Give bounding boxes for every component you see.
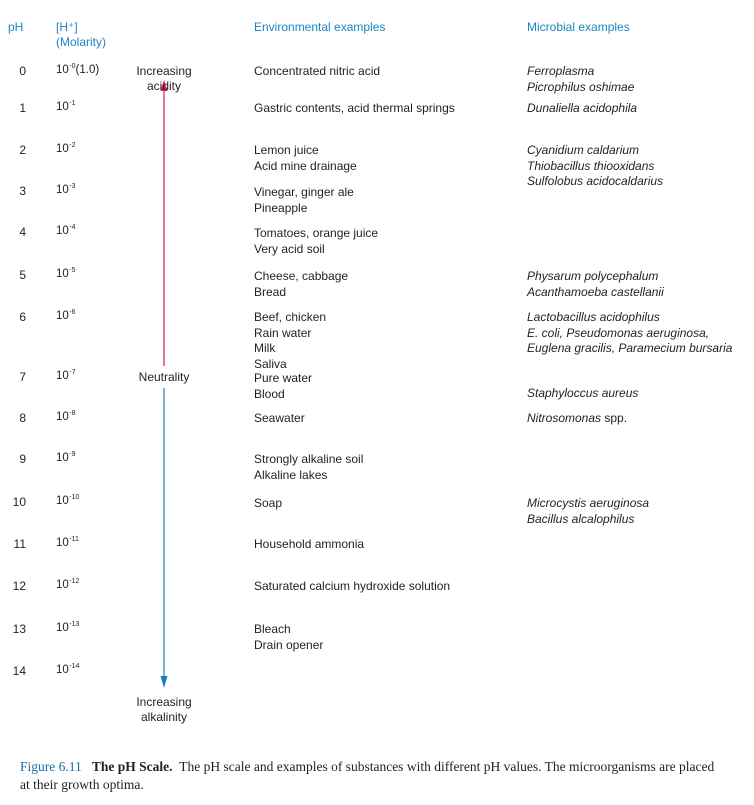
environmental-example: Bread bbox=[254, 284, 287, 299]
h-exponent: -10 bbox=[69, 494, 80, 501]
h-exponent: -0 bbox=[69, 63, 76, 70]
environmental-examples-header: Environmental examples bbox=[254, 20, 386, 34]
h-concentration-value bbox=[56, 579, 79, 591]
h-exponent: -9 bbox=[69, 451, 76, 458]
microbial-example: Acanthamoeba castellanii bbox=[527, 284, 664, 299]
environmental-example: Acid mine drainage bbox=[254, 158, 357, 173]
microbial-example: Dunaliella acidophila bbox=[527, 101, 638, 115]
environmental-example: Beef, chicken bbox=[254, 310, 327, 324]
h-concentration-value bbox=[56, 664, 79, 676]
acidity-arrow-icon bbox=[161, 80, 168, 366]
ph-value: 0 bbox=[19, 64, 26, 78]
microbial-example-group bbox=[527, 310, 732, 357]
ph-value: 1 bbox=[19, 101, 26, 115]
ph-value: 3 bbox=[19, 184, 26, 198]
environmental-example: Household ammonia bbox=[254, 537, 365, 551]
h-concentration-value bbox=[56, 184, 76, 196]
environmental-example: Pure water bbox=[254, 371, 313, 385]
microbial-example-group bbox=[527, 386, 638, 402]
environmental-example-group bbox=[254, 269, 348, 300]
environmental-example: Pineapple bbox=[254, 200, 308, 215]
ph-value: 5 bbox=[19, 268, 26, 282]
ph-value: 7 bbox=[19, 370, 26, 384]
environmental-example-group bbox=[254, 64, 380, 80]
microbial-example-group bbox=[527, 64, 634, 95]
microbial-example: Microcystis aeruginosa bbox=[527, 496, 650, 510]
environmental-example: Seawater bbox=[254, 411, 305, 425]
h-concentration-value bbox=[56, 452, 76, 464]
h-base: 10 bbox=[56, 537, 69, 549]
environmental-example-group bbox=[254, 579, 450, 595]
environmental-example: Drain opener bbox=[254, 637, 324, 652]
acidity-label-line2: acidity bbox=[146, 79, 181, 93]
h-exponent: -12 bbox=[69, 578, 80, 585]
h-concentration-value bbox=[56, 495, 79, 507]
environmental-example: Milk bbox=[254, 341, 276, 355]
microbial-example bbox=[527, 411, 627, 427]
h-exponent: -5 bbox=[69, 267, 76, 274]
environmental-example-group bbox=[254, 452, 363, 483]
figure-description: The pH scale and examples of substances with different pH values. The microorganisms are placed at their growth optima. bbox=[20, 759, 715, 792]
environmental-example-group bbox=[254, 226, 378, 257]
species-abbrev: spp. bbox=[601, 411, 628, 425]
environmental-example: Strongly alkaline soil bbox=[254, 452, 364, 466]
microbial-example: Ferroplasma bbox=[527, 64, 595, 78]
h-base: 10 bbox=[56, 225, 69, 237]
alkalinity-arrow-icon bbox=[161, 388, 168, 688]
environmental-example-group bbox=[254, 496, 282, 512]
h-suffix: (1.0) bbox=[75, 64, 100, 76]
environmental-example: Alkaline lakes bbox=[254, 467, 328, 482]
increasing-alkalinity-label bbox=[114, 695, 214, 725]
environmental-example-group bbox=[254, 310, 326, 372]
ph-value: 2 bbox=[19, 143, 26, 157]
environmental-example: Soap bbox=[254, 496, 283, 510]
microbial-example-group bbox=[527, 496, 649, 527]
genus-name: Nitrosomonas bbox=[527, 411, 602, 425]
environmental-example: Vinegar, ginger ale bbox=[254, 185, 354, 199]
environmental-example-group bbox=[254, 411, 305, 427]
h-base: 10 bbox=[56, 622, 69, 634]
microbial-example: Sulfolobus acidocaldarius bbox=[527, 174, 664, 188]
h-exponent: -2 bbox=[69, 142, 76, 149]
environmental-example: Cheese, cabbage bbox=[254, 269, 349, 283]
microbial-example: Lactobacillus acidophilus bbox=[527, 310, 660, 324]
h-base: 10 bbox=[56, 184, 69, 196]
h-exponent: -1 bbox=[69, 100, 76, 107]
ph-value: 9 bbox=[19, 452, 26, 466]
h-concentration-value bbox=[56, 411, 76, 423]
h-base: 10 bbox=[56, 452, 69, 464]
h-exponent: -8 bbox=[69, 410, 76, 417]
environmental-example: Saliva bbox=[254, 356, 287, 371]
h-base: 10 bbox=[56, 579, 69, 591]
ph-value: 8 bbox=[19, 411, 26, 425]
h-concentration-value bbox=[56, 370, 76, 382]
h-base: 10 bbox=[56, 411, 69, 423]
microbial-example: Euglena gracilis, Paramecium bursaria bbox=[527, 341, 733, 355]
h-base: 10 bbox=[56, 101, 69, 113]
h-concentration-value bbox=[56, 622, 79, 634]
ph-value: 11 bbox=[13, 537, 26, 551]
figure-caption bbox=[20, 758, 720, 794]
h-concentration-header: [H⁺] bbox=[56, 20, 78, 34]
microbial-example: Staphyloccus aureus bbox=[527, 386, 639, 400]
environmental-example: Rain water bbox=[254, 325, 312, 340]
alkalinity-label-line1: Increasing bbox=[136, 695, 192, 709]
microbial-example: E. coli, Pseudomonas aeruginosa, bbox=[527, 325, 710, 340]
environmental-example-group bbox=[254, 371, 312, 402]
environmental-example: Saturated calcium hydroxide solution bbox=[254, 579, 451, 593]
ph-value: 10 bbox=[12, 495, 26, 509]
microbial-example-group bbox=[527, 143, 663, 190]
ph-value: 4 bbox=[19, 225, 26, 239]
microbial-example: Bacillus alcalophilus bbox=[527, 511, 635, 526]
microbial-example: Thiobacillus thiooxidans bbox=[527, 158, 655, 173]
increasing-acidity-label bbox=[114, 64, 214, 94]
h-base: 10 bbox=[56, 143, 69, 155]
environmental-example: Lemon juice bbox=[254, 143, 319, 157]
environmental-example-group bbox=[254, 143, 357, 174]
environmental-example: Concentrated nitric acid bbox=[254, 64, 381, 78]
environmental-example: Very acid soil bbox=[254, 241, 325, 256]
h-exponent: -14 bbox=[69, 663, 80, 670]
environmental-example: Gastric contents, acid thermal springs bbox=[254, 101, 455, 115]
h-concentration-value bbox=[56, 268, 76, 280]
ph-value: 13 bbox=[12, 622, 26, 636]
microbial-example: Physarum polycephalum bbox=[527, 269, 659, 283]
microbial-example-group bbox=[527, 269, 664, 300]
environmental-example-group bbox=[254, 622, 323, 653]
h-concentration-value bbox=[56, 310, 76, 322]
h-exponent: -11 bbox=[69, 536, 79, 543]
h-concentration-value bbox=[56, 64, 99, 76]
molarity-header: (Molarity) bbox=[56, 35, 106, 49]
ph-column-header: pH bbox=[8, 20, 24, 34]
ph-value: 14 bbox=[12, 664, 26, 678]
h-base: 10 bbox=[56, 310, 69, 322]
environmental-example-group bbox=[254, 101, 455, 117]
figure-number: Figure 6.11 bbox=[20, 759, 82, 774]
microbial-example-group bbox=[527, 101, 637, 117]
microbial-examples-header: Microbial examples bbox=[527, 20, 630, 34]
h-base: 10 bbox=[56, 370, 69, 382]
microbial-example: Picrophilus oshimae bbox=[527, 79, 635, 94]
h-exponent: -7 bbox=[69, 369, 76, 376]
h-exponent: -3 bbox=[69, 183, 76, 190]
h-exponent: -6 bbox=[69, 309, 76, 316]
h-base: 10 bbox=[56, 495, 69, 507]
h-base: 10 bbox=[56, 268, 69, 280]
environmental-example: Tomatoes, orange juice bbox=[254, 226, 379, 240]
h-concentration-value bbox=[56, 143, 76, 155]
h-exponent: -4 bbox=[69, 224, 76, 231]
alkalinity-label-line2: alkalinity bbox=[140, 710, 188, 724]
microbial-example-group bbox=[527, 411, 627, 427]
environmental-example-group bbox=[254, 185, 354, 216]
environmental-example-group bbox=[254, 537, 364, 553]
h-exponent: -13 bbox=[69, 621, 80, 628]
neutrality-label: Neutrality bbox=[138, 370, 190, 384]
microbial-example: Cyanidium caldarium bbox=[527, 143, 640, 157]
ph-value: 12 bbox=[12, 579, 26, 593]
h-concentration-value bbox=[56, 225, 76, 237]
h-concentration-value bbox=[56, 101, 76, 113]
environmental-example: Blood bbox=[254, 386, 285, 401]
h-base: 10 bbox=[56, 664, 69, 676]
acidity-label-line1: Increasing bbox=[136, 64, 192, 78]
environmental-example: Bleach bbox=[254, 622, 291, 636]
ph-value: 6 bbox=[19, 310, 26, 324]
h-base: 10 bbox=[56, 64, 69, 76]
h-concentration-value bbox=[56, 537, 79, 549]
figure-title: The pH Scale. bbox=[91, 759, 173, 774]
